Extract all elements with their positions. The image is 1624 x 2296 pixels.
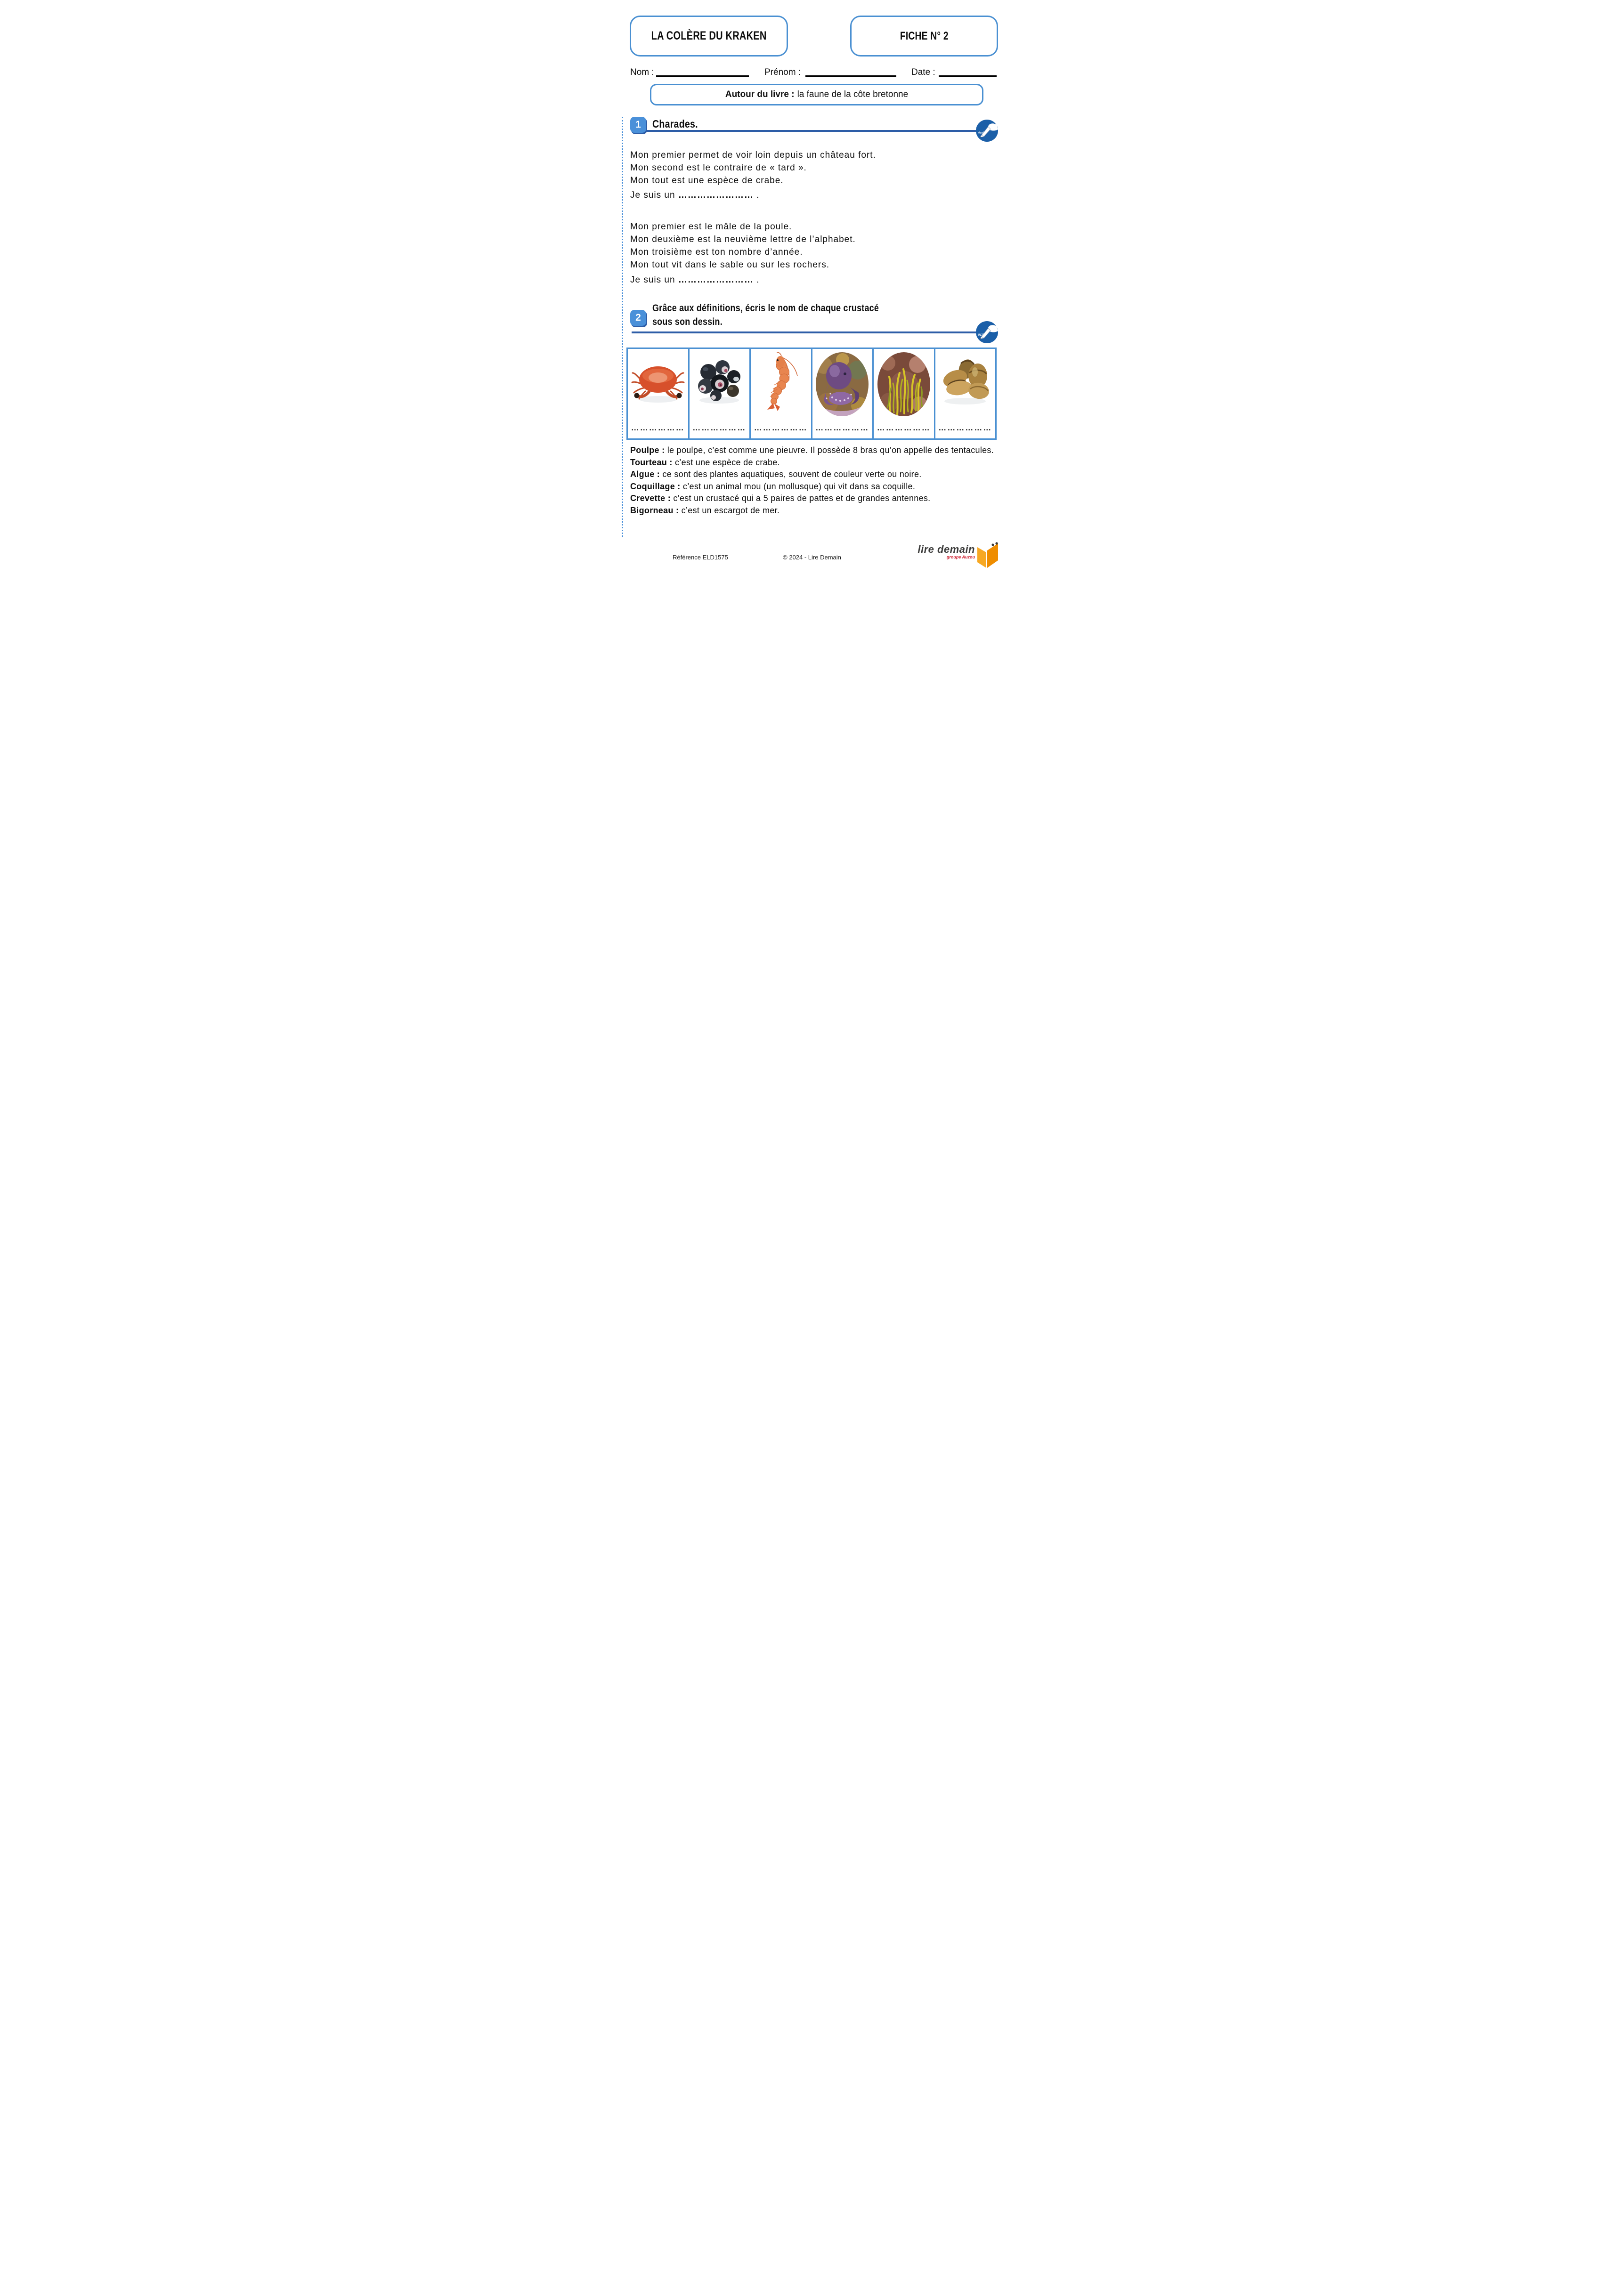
- tourteau-crab-photo: [630, 351, 686, 412]
- section-2-rule: [632, 331, 982, 333]
- picture-answer-line[interactable]: ………………: [692, 423, 747, 432]
- nom-writing-line[interactable]: [656, 75, 749, 77]
- prenom-label: Prénom :: [764, 67, 801, 77]
- charade-clue: Mon second est le contraire de « tard ».: [630, 163, 807, 173]
- theme-text: la faune de la côte bretonne: [797, 89, 909, 99]
- pictures-table: [626, 348, 997, 440]
- svg-text:écri: écri: [978, 131, 984, 135]
- open-book-icon: [976, 542, 999, 569]
- fiche-number: FICHE N° 2: [900, 29, 949, 42]
- definition-item: [630, 493, 1004, 505]
- picture-cell: [812, 349, 874, 438]
- definition-text: le poulpe, c’est comme une pieuvre. Il possède 8 bras qu’on appelle des tentacules.: [667, 445, 994, 455]
- picture-answer-line[interactable]: ………………: [815, 423, 869, 432]
- definition-term: Algue :: [630, 469, 660, 479]
- charade-2-answer-line: [630, 275, 759, 285]
- picture-answer-line[interactable]: ………………: [938, 423, 992, 432]
- lire-demain-logo: [918, 542, 999, 569]
- definitions-list: [630, 445, 1004, 517]
- charade-clue: Mon tout vit dans le sable ou sur les rochers.: [630, 260, 830, 270]
- nom-label: Nom :: [630, 67, 654, 77]
- algue-seaweed-photo: [876, 351, 932, 417]
- definition-text: c’est un animal mou (un mollusque) qui vit dans sa coquille.: [682, 481, 916, 491]
- theme-label: Autour du livre :: [725, 89, 795, 99]
- picture-answer-line[interactable]: ………………: [877, 423, 931, 432]
- definition-term: Crevette :: [630, 493, 671, 503]
- section-1-number: 1: [635, 119, 641, 130]
- definition-text: c’est un escargot de mer.: [681, 505, 780, 515]
- picture-cell: [690, 349, 751, 438]
- answer-prefix: Je suis un: [630, 275, 675, 285]
- prenom-writing-line[interactable]: [805, 75, 896, 77]
- fiche-number-box: [850, 16, 998, 57]
- definition-text: c’est une espèce de crabe.: [674, 457, 780, 467]
- section-2-number-badge: [630, 310, 646, 326]
- book-title: LA COLÈRE DU KRAKEN: [651, 29, 767, 42]
- logo-text: lire demain: [918, 543, 975, 555]
- picture-cell: [751, 349, 812, 438]
- answer-dots[interactable]: ……………………: [678, 275, 754, 285]
- answer-end: .: [753, 190, 760, 200]
- poulpe-octopus-photo: [814, 351, 870, 417]
- definition-item: [630, 445, 1004, 457]
- definition-term: Tourteau :: [630, 457, 673, 467]
- svg-text:écri: écri: [978, 332, 984, 337]
- footer-copyright: © 2024 - Lire Demain: [783, 554, 841, 561]
- ecris-icon: [976, 120, 998, 142]
- definition-text: ce sont des plantes aquatiques, souvent de couleur verte ou noire.: [662, 469, 922, 479]
- picture-cell: [628, 349, 690, 438]
- coquillage-clams-photo: [937, 351, 993, 412]
- charade-clue: Mon premier permet de voir loin depuis un château fort.: [630, 150, 876, 160]
- picture-answer-line[interactable]: ………………: [631, 423, 685, 432]
- section-2-number: 2: [635, 312, 641, 323]
- section-2-title-line1: Grâce aux définitions, écris le nom de chaque crustacé: [652, 303, 879, 314]
- date-writing-line[interactable]: [939, 75, 997, 77]
- definition-text: c’est un crustacé qui a 5 paires de pattes et de grandes antennes.: [673, 493, 931, 503]
- definition-term: Bigorneau :: [630, 505, 679, 515]
- picture-cell: [874, 349, 935, 438]
- picture-answer-line[interactable]: ………………: [754, 423, 808, 432]
- charade-1: [630, 149, 1003, 187]
- theme-box: [650, 84, 983, 105]
- crevette-shrimp-photo: [753, 351, 809, 412]
- section-1-number-badge: [630, 117, 646, 133]
- book-title-box: [630, 16, 788, 57]
- date-label: Date :: [911, 67, 935, 77]
- charade-2: [630, 220, 1003, 271]
- definition-item: [630, 481, 1004, 493]
- definition-item: [630, 469, 1004, 481]
- charade-1-answer-line: [630, 190, 759, 201]
- section-2-title-line2: sous son dessin.: [652, 316, 723, 327]
- ecris-icon: [976, 321, 998, 343]
- bigorneaux-photo: [691, 351, 747, 412]
- section-1-title: Charades.: [652, 118, 698, 130]
- left-dashed-border: [622, 117, 623, 537]
- definition-term: Coquillage :: [630, 481, 681, 491]
- pencil-hand-icon: [976, 321, 998, 343]
- answer-prefix: Je suis un: [630, 190, 675, 200]
- charade-clue: Mon premier est le mâle de la poule.: [630, 222, 792, 232]
- definition-item: [630, 505, 1004, 517]
- picture-cell: [935, 349, 996, 438]
- charade-clue: Mon deuxième est la neuvième lettre de l’alphabet.: [630, 234, 856, 244]
- definition-term: Poulpe :: [630, 445, 665, 455]
- answer-dots[interactable]: ……………………: [678, 190, 754, 200]
- footer-reference: Référence ELD1575: [673, 554, 728, 561]
- worksheet-page: [609, 0, 1015, 574]
- definition-item: [630, 457, 1004, 469]
- logo-subtext: groupe Auzou: [946, 555, 975, 559]
- answer-end: .: [753, 275, 760, 285]
- charade-clue: Mon troisième est ton nombre d’année.: [630, 247, 803, 257]
- pencil-hand-icon: [976, 120, 998, 142]
- charade-clue: Mon tout est une espèce de crabe.: [630, 176, 784, 186]
